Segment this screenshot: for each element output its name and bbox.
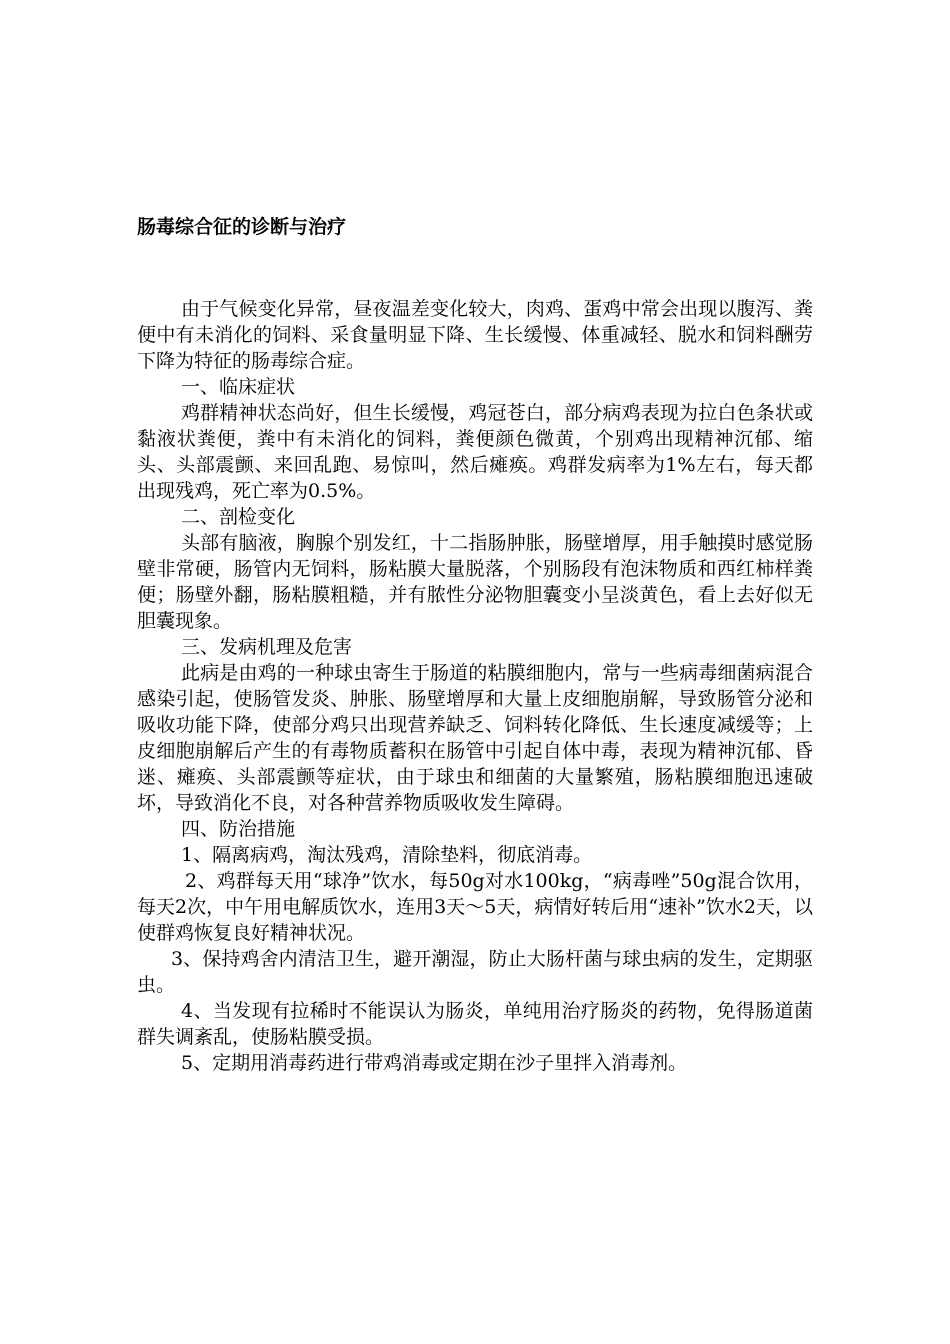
document-title: 肠毒综合征的诊断与治疗: [137, 216, 347, 238]
document-body: [137, 296, 813, 1076]
pathogenesis-paragraph: 此病是由鸡的一种球虫寄生于肠道的粘膜细胞内，常与一些病毒细菌病混合感染引起，使肠管发炎、肿胀、肠壁增厚和大量上皮细胞崩解，导致肠管分泌和吸收功能下降，使部分鸡只出现营养缺乏、饲料转化降低、生长速度减缓等；上皮细胞崩解后产生的有毒物质蓄积在肠管中引起自体中毒，表现为精神沉郁、昏迷、瘫痪、头部震颤等症状，由于球虫和细菌的大量繁殖，肠粘膜细胞迅速破坏，导致消化不良，对各种营养物质吸收发生障碍。: [137, 662, 813, 814]
section-heading-prevention: 四、防治措施: [181, 818, 296, 840]
clinical-symptoms-paragraph: 鸡群精神状态尚好，但生长缓慢，鸡冠苍白，部分病鸡表现为拉白色条状或黏液状粪便，粪中有未消化的饲料，粪便颜色微黄，个别鸡出现精神沉郁、缩头、头部震颤、来回乱跑、易惊叫，然后瘫痪。鸡群发病率为1%左右，每天都出现残鸡，死亡率为0.5%。: [137, 402, 813, 502]
measure-item-4: 4、当发现有拉稀时不能误认为肠炎，单纯用治疗肠炎的药物，免得肠道菌群失调紊乱，使肠粘膜受损。: [137, 1000, 813, 1048]
autopsy-changes-paragraph: 头部有脑液，胸腺个别发红，十二指肠肿胀，肠壁增厚，用手触摸时感觉肠壁非常硬，肠管内无饲料，肠粘膜大量脱落，个别肠段有泡沫物质和西红柿样粪便；肠壁外翻，肠粘膜粗糙，并有脓性分泌物胆囊变小呈淡黄色，看上去好似无胆囊现象。: [137, 532, 813, 632]
measure-item-2: 2、鸡群每天用“球净”饮水，每50g对水100kg，“病毒唑”50g混合饮用，每天2次，中午用电解质饮水，连用3天～5天，病情好转后用“速补”饮水2天，以使群鸡恢复良好精神状况。: [137, 870, 813, 944]
intro-paragraph: 由于气候变化异常，昼夜温差变化较大，肉鸡、蛋鸡中常会出现以腹泻、粪便中有未消化的饲料、采食量明显下降、生长缓慢、体重减轻、脱水和饲料酬劳下降为特征的肠毒综合症。: [137, 298, 813, 372]
measure-item-1: 1、隔离病鸡，淘汰残鸡，清除垫料，彻底消毒。: [181, 844, 593, 866]
measure-item-5: 5、定期用消毒药进行带鸡消毒或定期在沙子里拌入消毒剂。: [181, 1052, 688, 1074]
section-heading-autopsy-changes: 二、剖检变化: [181, 506, 296, 528]
section-heading-pathogenesis: 三、发病机理及危害: [181, 636, 353, 658]
section-heading-clinical-symptoms: 一、临床症状: [181, 376, 296, 398]
measure-item-3: 3、保持鸡舍内清洁卫生，避开潮湿，防止大肠杆菌与球虫病的发生，定期驱虫。: [137, 948, 813, 996]
